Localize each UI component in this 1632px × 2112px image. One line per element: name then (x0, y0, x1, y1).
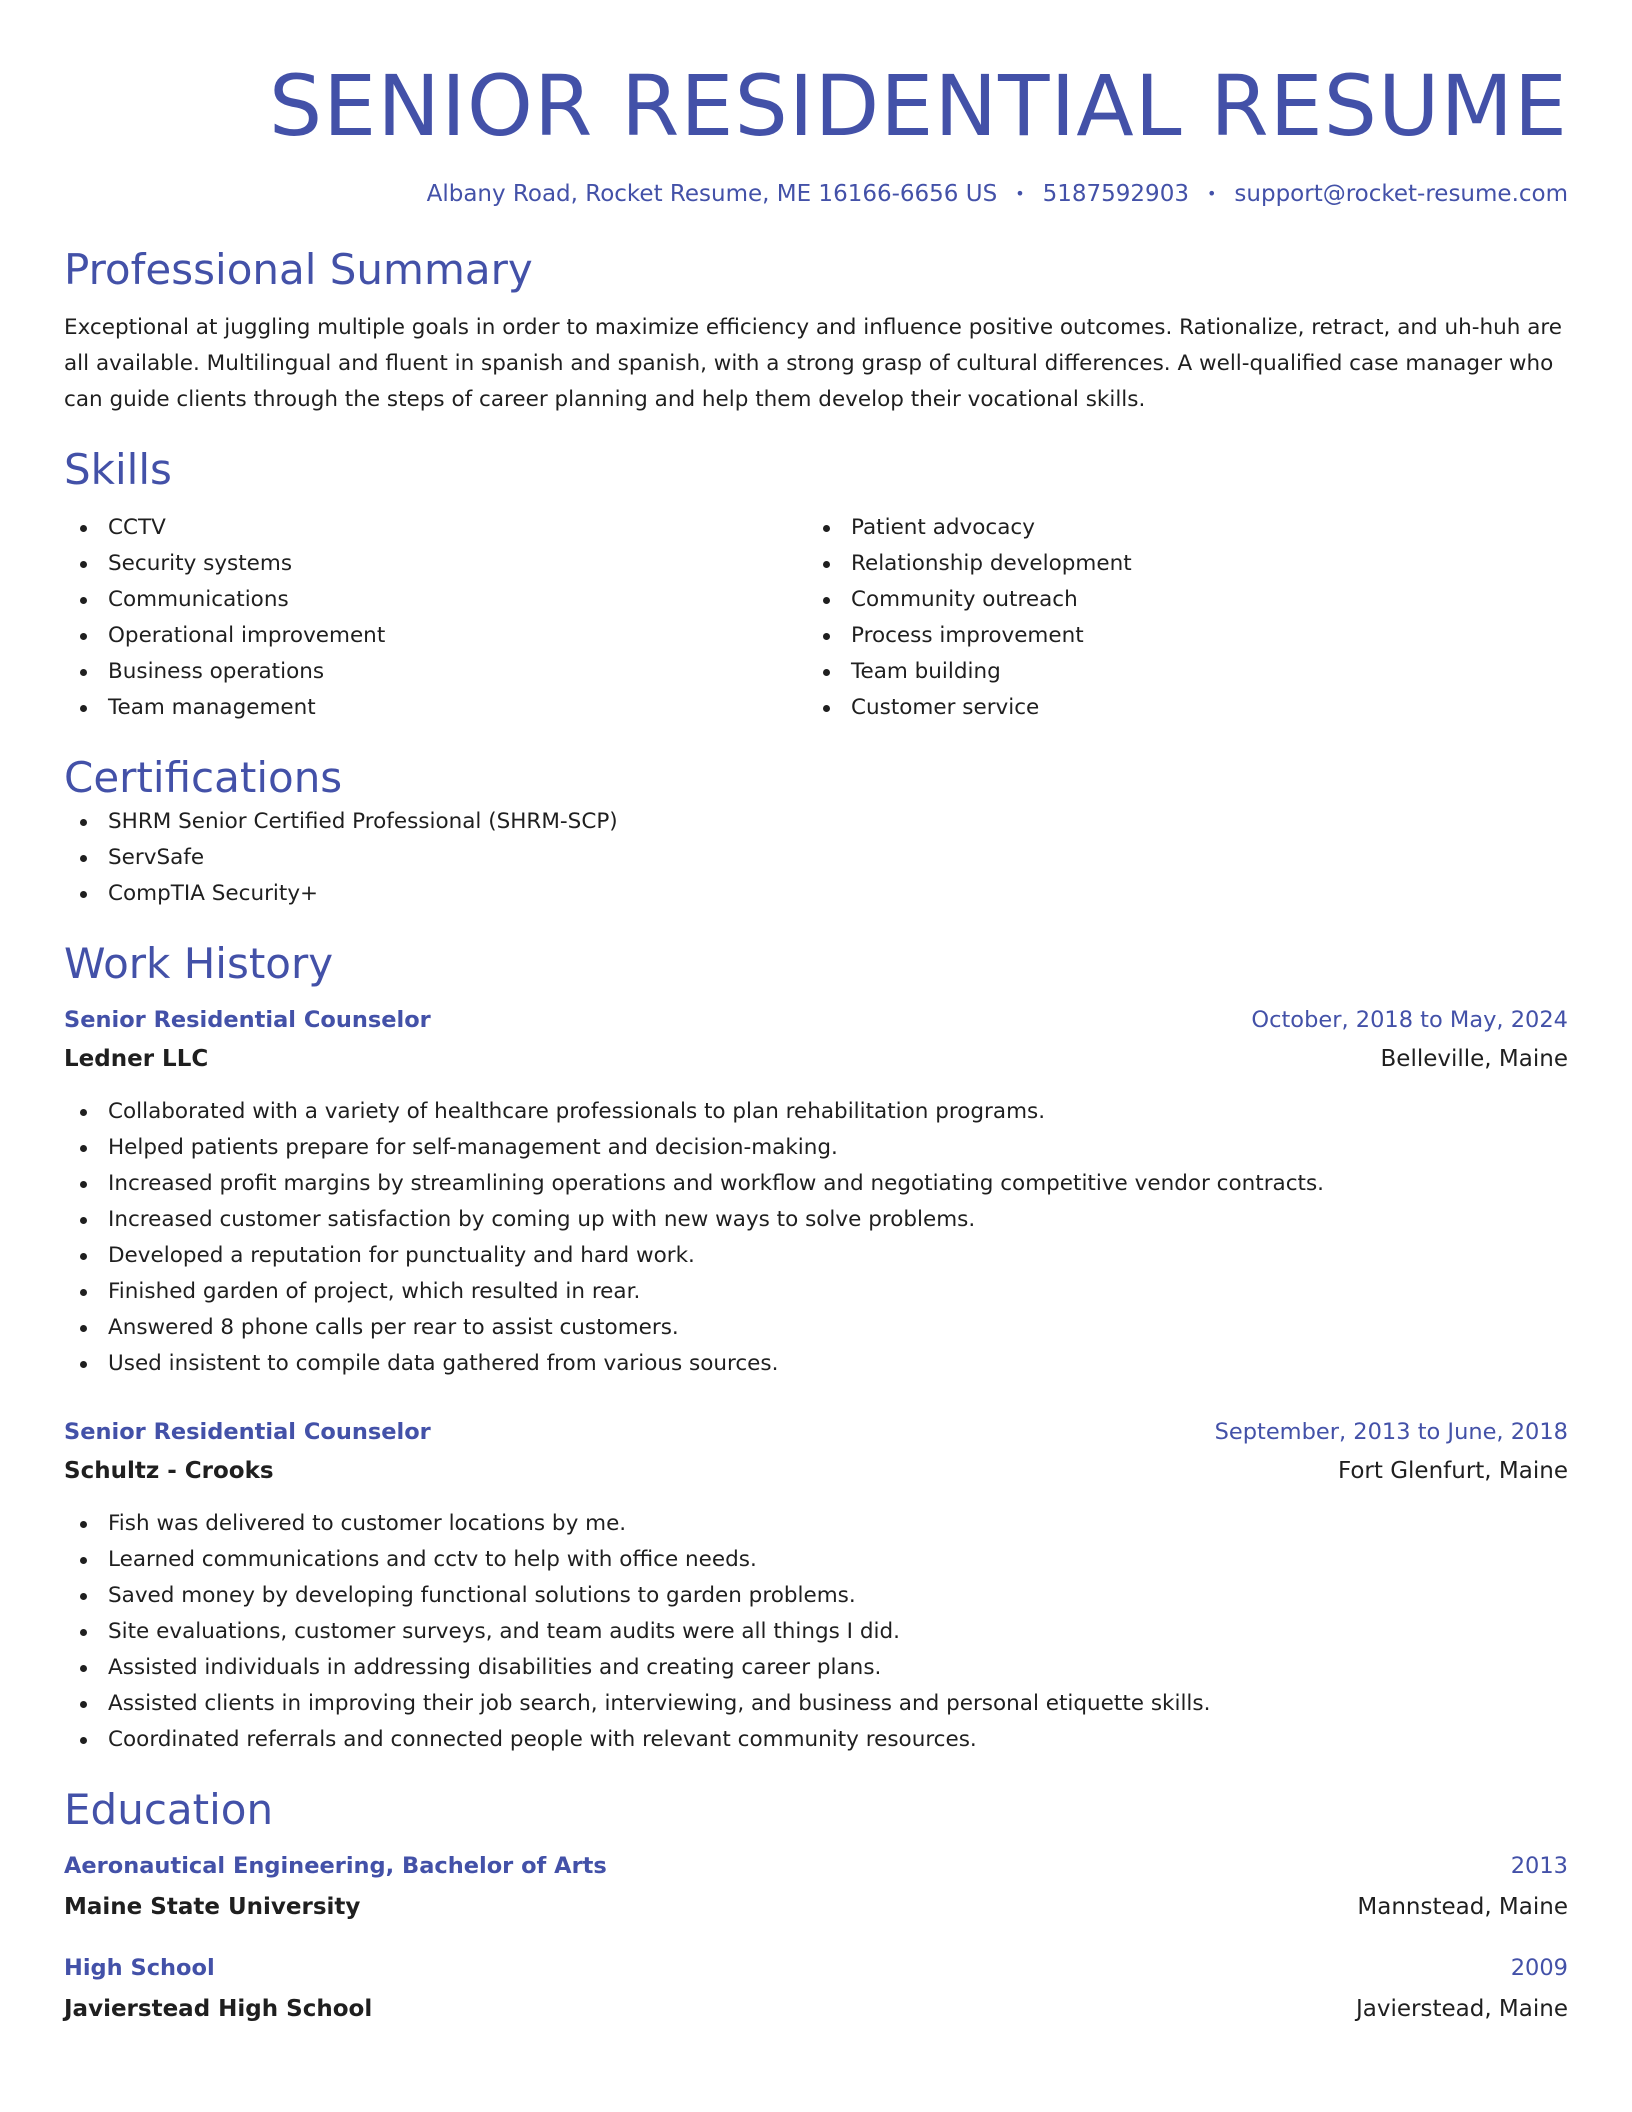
job-header-row (64, 1004, 1568, 1036)
education-entry (64, 1850, 1568, 1924)
education-school-row (64, 1984, 1568, 2026)
skills-grid (64, 510, 1568, 726)
job-entry (64, 1416, 1568, 1758)
skill-item: CCTV (64, 510, 807, 546)
certifications-heading: Certifications (64, 753, 343, 802)
skill-item: Team management (64, 690, 807, 726)
skills-section (64, 444, 1568, 726)
job-location: Fort Glenfurt, Maine (1337, 1458, 1568, 1484)
summary-heading: Professional Summary (64, 245, 533, 294)
work-history-section (64, 938, 1568, 1758)
education-header-row (64, 1952, 1568, 1984)
skill-item: Communications (64, 582, 807, 618)
skills-list-left (64, 510, 807, 726)
education-degree: High School (64, 1955, 215, 1981)
job-company: Ledner LLC (64, 1046, 209, 1072)
job-bullet: Helped patients prepare for self-management and decision-making. (64, 1130, 1568, 1166)
job-dates: October, 2018 to May, 2024 (1251, 1007, 1568, 1033)
job-company: Schultz - Crooks (64, 1458, 274, 1484)
job-bullet: Saved money by developing functional solutions to garden problems. (64, 1578, 1568, 1614)
job-bullet: Assisted clients in improving their job search, interviewing, and business and personal etiquette skills. (64, 1686, 1568, 1722)
contact-separator: • (1206, 184, 1217, 203)
skill-item: Community outreach (807, 582, 1550, 618)
education-heading: Education (64, 1785, 274, 1834)
skill-item: Team building (807, 654, 1550, 690)
job-bullet: Site evaluations, customer surveys, and team audits were all things I did. (64, 1614, 1568, 1650)
education-location: Mannstead, Maine (1357, 1894, 1568, 1920)
contact-separator: • (1015, 184, 1025, 203)
education-section (64, 1784, 1568, 2026)
work-history-heading: Work History (64, 939, 334, 988)
education-year: 2009 (1510, 1955, 1568, 1981)
education-entry (64, 1952, 1568, 2026)
job-title: Senior Residential Counselor (64, 1419, 431, 1445)
education-year: 2013 (1510, 1853, 1568, 1879)
job-company-row (64, 1036, 1568, 1076)
resume-page (64, 0, 1568, 2026)
job-bullet: Answered 8 phone calls per rear to assist customers. (64, 1310, 1568, 1346)
skill-item: Process improvement (807, 618, 1550, 654)
education-school-row (64, 1882, 1568, 1924)
job-bullet: Fish was delivered to customer locations by me. (64, 1506, 1568, 1542)
job-bullets (64, 1094, 1568, 1382)
contact-address: Albany Road, Rocket Resume, ME 16166-6656 US (426, 181, 998, 207)
education-header-row (64, 1850, 1568, 1882)
skill-item: Security systems (64, 546, 807, 582)
certification-item: CompTIA Security+ (64, 876, 1568, 912)
job-dates: September, 2013 to June, 2018 (1214, 1419, 1568, 1445)
certification-item: ServSafe (64, 840, 1568, 876)
resume-name: SENIOR RESIDENTIAL RESUME (268, 57, 1568, 155)
education-degree: Aeronautical Engineering, Bachelor of Arts (64, 1853, 607, 1879)
education-school: Maine State University (64, 1894, 361, 1920)
summary-text: Exceptional at juggling multiple goals in order to maximize efficiency and influence positive outcomes. Rationalize, retract, and uh-huh are all available. Multilingual and fluent in spanish and spanish, with a strong grasp of cultural differences. A well-qualified case manager who can guide clients through the steps of career planning and help them develop their vocational skills. (64, 315, 1562, 412)
education-location: Javierstead, Maine (1355, 1996, 1568, 2022)
education-school: Javierstead High School (64, 1996, 373, 2022)
job-bullet: Coordinated referrals and connected people with relevant community resources. (64, 1722, 1568, 1758)
skill-item: Operational improvement (64, 618, 807, 654)
job-bullet: Used insistent to compile data gathered from various sources. (64, 1346, 1568, 1382)
job-bullet: Collaborated with a variety of healthcare professionals to plan rehabilitation programs. (64, 1094, 1568, 1130)
contact-phone: 5187592903 (1042, 181, 1189, 207)
skill-item: Relationship development (807, 546, 1550, 582)
job-bullet: Assisted individuals in addressing disabilities and creating career plans. (64, 1650, 1568, 1686)
skill-item: Business operations (64, 654, 807, 690)
certifications-section (64, 752, 1568, 912)
job-bullet: Increased profit margins by streamlining operations and workflow and negotiating competitive vendor contracts. (64, 1166, 1568, 1202)
skills-list-right (807, 510, 1550, 726)
job-bullets (64, 1506, 1568, 1758)
job-entry (64, 1004, 1568, 1382)
skills-heading: Skills (64, 445, 172, 494)
skill-item: Customer service (807, 690, 1550, 726)
contact-line (64, 178, 1568, 210)
job-title: Senior Residential Counselor (64, 1007, 431, 1033)
job-bullet: Increased customer satisfaction by coming up with new ways to solve problems. (64, 1202, 1568, 1238)
skill-item: Patient advocacy (807, 510, 1550, 546)
job-bullet: Learned communications and cctv to help with office needs. (64, 1542, 1568, 1578)
certifications-list (64, 804, 1568, 912)
job-bullet: Finished garden of project, which resulted in rear. (64, 1274, 1568, 1310)
job-company-row (64, 1448, 1568, 1488)
job-header-row (64, 1416, 1568, 1448)
job-bullet: Developed a reputation for punctuality and hard work. (64, 1238, 1568, 1274)
job-location: Belleville, Maine (1380, 1046, 1568, 1072)
certification-item: SHRM Senior Certified Professional (SHRM-SCP) (64, 804, 1568, 840)
contact-email: support@rocket-resume.com (1234, 181, 1568, 207)
